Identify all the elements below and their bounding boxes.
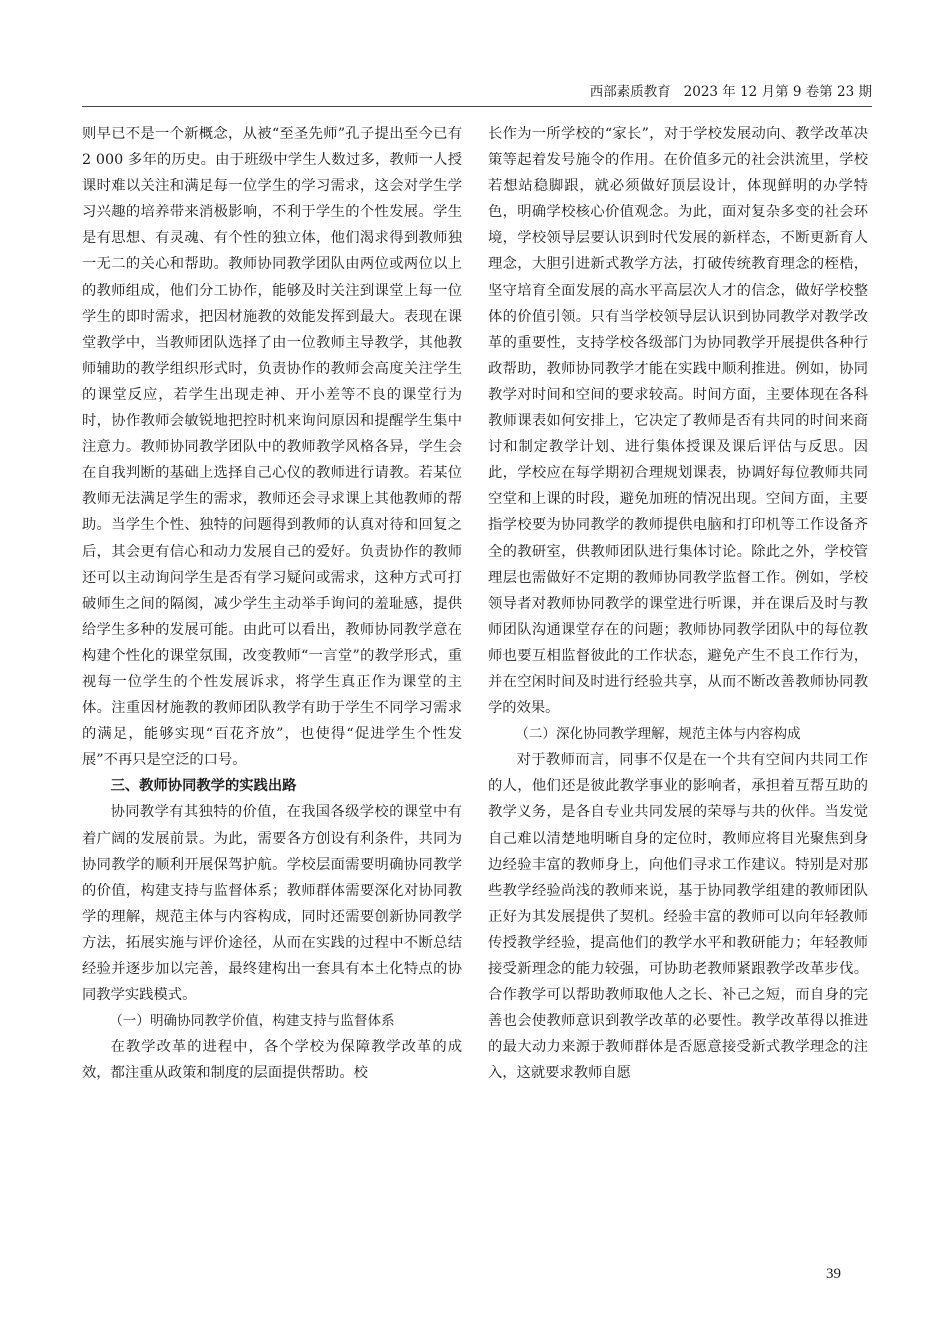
right-column (488, 121, 868, 1086)
paragraph: 则早已不是一个新概念，从被“至圣先师”孔子提出至今已有 2 000 多年的历史。由于班级中学生人数过多，教师一人授课时难以关注和满足每一位学生的学习需求，这会对学生学习兴趣的培养带来消极影响，不利于学生的个性发展。学生是有思想、有灵魂、有个性的独立体，他们渴求得到教师独一无二的关心和帮助。教师协同教学团队由两位或两位以上的教师组成，他们分工协作，能够及时关注到课堂上每一位学生的即时需求，把因材施教的效能发挥到最大。表现在课堂教学中，当教师团队选择了由一位教师主导教学，其他教师辅助的教学组织形式时，负责协作的教师会高度关注学生的课堂反应，若学生出现走神、开小差等不良的课堂行为时，协作教师会敏锐地把控时机来询问原因和提醒学生集中注意力。教师协同教学团队中的教师教学风格各异，学生会在自我判断的基础上选择自己心仪的教师进行请教。若某位教师无法满足学生的需求，教师还会寻求课上其他教师的帮助。当学生个性、独特的问题得到教师的认真对待和回复之后，其会更有信心和动力发展自己的爱好。负责协作的教师还可以主动询问学生是否有学习疑问或需求，这种方式可打破师生之间的隔阂，减少学生主动举手询问的羞耻感，提供给学生多种的发展可能。由此可以看出，教师协同教学意在构建个性化的课堂氛围，改变教师“一言堂”的教学形式，重视每一位学生的个性发展诉求，将学生真正作为课堂的主体。注重因材施教的教师团队教学有助于学生不同学习需求的满足，能够实现“百花齐放”，也使得“促进学生个性发展”不再只是空泛的口号。 (82, 126, 462, 769)
page-number: 39 (826, 1266, 841, 1282)
running-header (82, 82, 872, 107)
journal-name: 西部素质教育 (589, 84, 671, 100)
paragraph: 协同教学有其独特的价值，在我国各级学校的课堂中有着广阔的发展前景。为此，需要各方创设有利条件，共同为协同教学的顺利开展保驾护航。学校层面需要明确协同教学的价值，构建支持与监督体系；教师群体需要深化对协同教学的理解，规范主体与内容构成，同时还需要创新协同教学方法，拓展实施与评价途径，从而在实践的过程中不断总结经验并逐步加以完善，最终建构出一套具有本土化特点的协同教学实践模式。 (82, 804, 462, 1004)
paragraph: 对于教师而言，同事不仅是在一个共有空间内共同工作的人，他们还是彼此教学事业的影响者，承担着互帮互助的教学义务，是各自专业共同发展的荣辱与共的伙伴。当发觉自己难以清楚地明晰自身的定位时，教师应将目光聚焦到身边经验丰富的教师身上，向他们寻求工作建议。特别是对那些教学经验尚浅的教师来说，基于协同教学组建的教师团队正好为其发展提供了契机。经验丰富的教师可以向年轻教师传授教学经验，提高他们的教学水平和教研能力；年轻教师接受新理念的能力较强，可协助老教师紧跟教学改革步伐。合作教学可以帮助教师取他人之长、补己之短，而自身的完善也会使教师意识到教学改革的必要性。教学改革得以推进的最大动力来源于教师群体是否愿意接受新式教学理念的注入，这就要求教师自愿 (488, 752, 868, 1082)
subsection-heading: （一）明确协同教学价值，构建支持与监督体系 (109, 1013, 395, 1030)
paragraph: 在教学改革的进程中，各个学校为保障教学改革的成效，都注重从政策和制度的层面提供帮助。校 (82, 1039, 462, 1082)
section-heading: 三、教师协同教学的实践出路 (110, 778, 297, 795)
issue-info: 2023 年 12 月第 9 卷第 23 期 (683, 84, 872, 100)
subsection-heading: （二）深化协同教学理解，规范主体与内容构成 (515, 726, 801, 743)
paragraph: 长作为一所学校的“家长”，对于学校发展动向、教学改革决策等起着发号施令的作用。在价值多元的社会洪流里，学校若想站稳脚跟，就必须做好顶层设计，体现鲜明的办学特色，明确学校核心价值观念。为此，面对复杂多变的社会环境，学校领导层要认识到时代发展的新样态，不断更新育人理念，大胆引进新式教学方法，打破传统教育理念的桎梏，坚守培育全面发展的高水平高层次人才的信念，做好学校整体的价值引领。只有当学校领导层认识到协同教学对教学改革的重要性，支持学校各级部门为协同教学开展提供各种行政帮助，教师协同教学才能在实践中顺利推进。例如，协同教学对时间和空间的要求较高。时间方面，主要体现在各科教师课表如何安排上，它决定了教师是否有共同的时间来商讨和制定教学计划、进行集体授课及课后评估与反思。因此，学校应在每学期初合理规划课表，协调好每位教师共同空堂和上课的时段，避免加班的情况出现。空间方面，主要指学校要为协同教学的教师提供电脑和打印机等工作设备齐全的教研室，供教师团队进行集体讨论。除此之外，学校管理层也需做好不定期的教师协同教学监督工作。例如，学校领导者对教师协同教学的课堂进行听课，并在课后及时与教师团队沟通课堂存在的问题；教师协同教学团队中的每位教师也要互相监督彼此的工作状态，避免产生不良工作行为，并在空闲时间及时进行经验共享，从而不断改善教师协同教学的效果。 (488, 126, 868, 717)
left-column (82, 121, 462, 1086)
